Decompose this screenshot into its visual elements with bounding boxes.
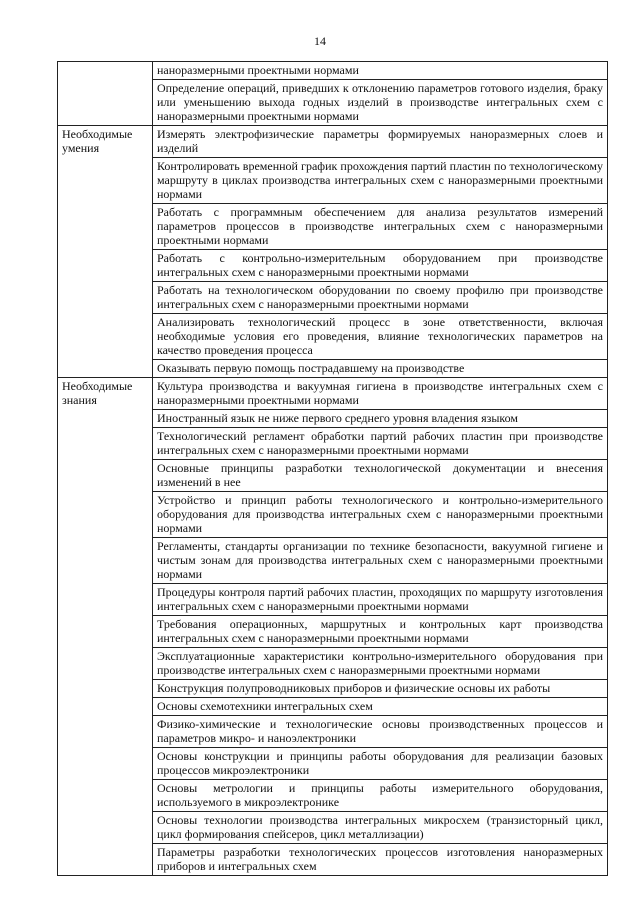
- requirement-item: Иностранный язык не ниже первого среднего уровня владения языком: [153, 410, 608, 428]
- section-label: Необходимые знания: [58, 378, 153, 876]
- requirement-item: Параметры разработки технологических процессов изготовления наноразмерных приборов и интегральных схем: [153, 844, 608, 876]
- requirement-item: Регламенты, стандарты организации по технике безопасности, вакуумной гигиене и чистым зонам для производства интегральных схем с наноразмерными проектными нормами: [153, 538, 608, 584]
- requirement-item: Анализировать технологический процесс в зоне ответственности, включая необходимые условия его проведения, влияние технологических параметров на качество проведения процесса: [153, 314, 608, 360]
- table-row: [58, 62, 608, 80]
- requirement-item: Работать с контрольно-измерительным оборудованием при производстве интегральных схем с наноразмерными проектными нормами: [153, 250, 608, 282]
- page-number: 14: [314, 34, 326, 48]
- requirement-item: Основы метрологии и принципы работы измерительного оборудования, используемого в микроэлектронике: [153, 780, 608, 812]
- requirement-item: Определение операций, приведших к отклонению параметров готового изделия, браку или уменьшению выхода годных изделий в производстве интегральных схем с наноразмерными проектными нормами: [153, 80, 608, 126]
- requirement-item: Конструкция полупроводниковых приборов и физические основы их работы: [153, 680, 608, 698]
- requirement-item: Основы технологии производства интегральных микросхем (транзисторный цикл, цикл формирования спейсеров, цикл металлизации): [153, 812, 608, 844]
- requirement-item: Основы схемотехники интегральных схем: [153, 698, 608, 716]
- requirement-item: Измерять электрофизические параметры формируемых наноразмерных слоев и изделий: [153, 126, 608, 158]
- requirement-item: Работать на технологическом оборудовании по своему профилю при производстве интегральных схем с наноразмерными проектными нормами: [153, 282, 608, 314]
- requirement-item: Устройство и принцип работы технологического и контрольно-измерительного оборудования для производства интегральных схем с наноразмерными проектными нормами: [153, 492, 608, 538]
- table-row: [58, 126, 608, 158]
- requirement-item: Физико-химические и технологические основы производственных процессов и параметров микро- и наноэлектроники: [153, 716, 608, 748]
- requirement-item: наноразмерными проектными нормами: [153, 62, 608, 80]
- requirement-item: Требования операционных, маршрутных и контрольных карт производства интегральных схем с наноразмерными проектными нормами: [153, 616, 608, 648]
- requirement-item: Оказывать первую помощь пострадавшему на производстве: [153, 360, 608, 378]
- requirement-item: Процедуры контроля партий рабочих пластин, проходящих по маршруту изготовления интегральных схем с наноразмерными проектными нормами: [153, 584, 608, 616]
- requirement-item: Эксплуатационные характеристики контрольно-измерительного оборудования при производстве интегральных схем с наноразмерными проектными нормами: [153, 648, 608, 680]
- section-label: [58, 62, 153, 126]
- requirement-item: Контролировать временной график прохождения партий пластин по технологическому маршруту в циклах производства интегральных схем с наноразмерными проектными нормами: [153, 158, 608, 204]
- table-row: [58, 378, 608, 410]
- requirement-item: Основы конструкции и принципы работы оборудования для реализации базовых процессов микроэлектроники: [153, 748, 608, 780]
- requirement-item: Технологический регламент обработки партий рабочих пластин при производстве интегральных схем с наноразмерными проектными нормами: [153, 428, 608, 460]
- requirements-table: [57, 61, 608, 876]
- requirement-item: Культура производства и вакуумная гигиена в производстве интегральных схем с наноразмерными проектными нормами: [153, 378, 608, 410]
- requirement-item: Работать с программным обеспечением для анализа результатов измерений параметров процессов в производстве интегральных схем с наноразмерными проектными нормами: [153, 204, 608, 250]
- section-label: Необходимые умения: [58, 126, 153, 378]
- requirement-item: Основные принципы разработки технологической документации и внесения изменений в нее: [153, 460, 608, 492]
